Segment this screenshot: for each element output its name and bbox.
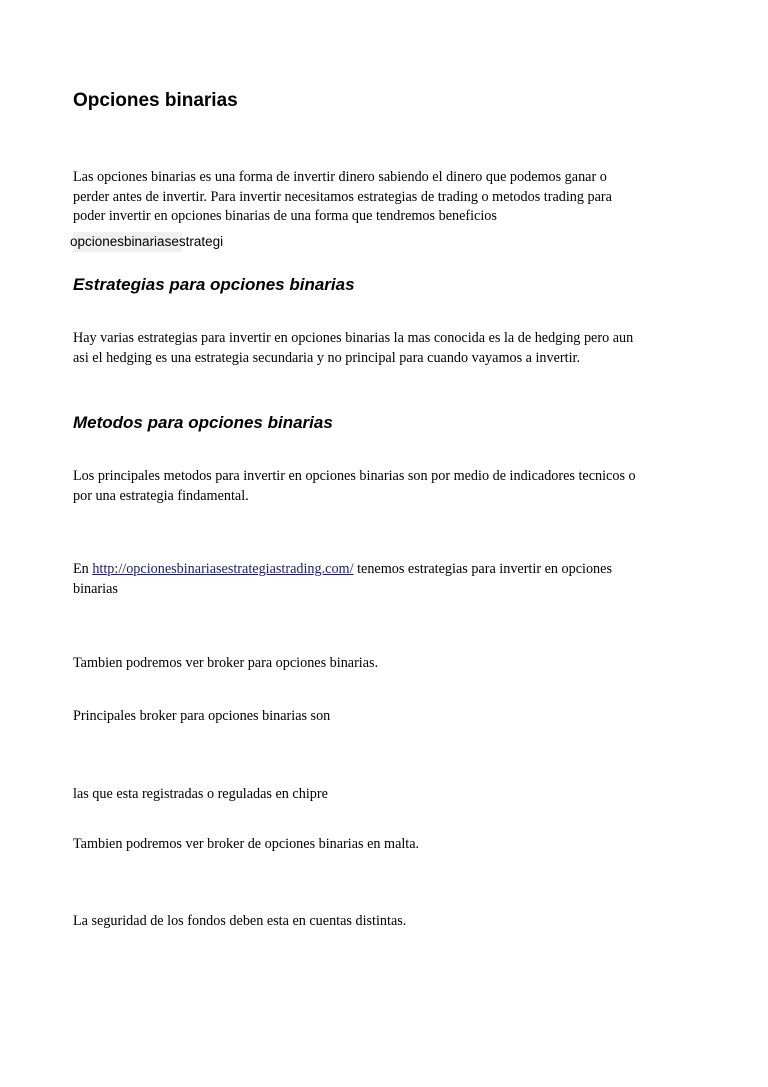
section-heading-metodos: Metodos para opciones binarias [73, 413, 333, 432]
paragraph-line: binarias [73, 580, 118, 597]
section-paragraph-estrategias [73, 329, 693, 368]
paragraph-line: Hay varias estrategias para invertir en opciones binarias la mas conocida es la de hedging pero aun [73, 330, 634, 346]
image-label: opcionesbinariasestrategi [70, 234, 224, 249]
link-paragraph [73, 560, 693, 599]
link-suffix: tenemos estrategias para invertir en opciones [353, 561, 612, 577]
broker-paragraph [73, 654, 693, 674]
seguridad-paragraph [73, 912, 693, 932]
intro-line: Las opciones binarias es una forma de invertir dinero sabiendo el dinero que podemos ganar o [73, 169, 607, 185]
paragraph-line: las que esta registradas o reguladas en chipre [73, 786, 328, 802]
section-paragraph-metodos [73, 467, 693, 506]
paragraph-line: La seguridad de los fondos deben esta en cuentas distintas. [73, 913, 407, 929]
paragraph-line: Los principales metodos para invertir en opciones binarias son por medio de indicadores tecnicos o [73, 468, 636, 484]
section-heading-estrategias: Estrategias para opciones binarias [73, 275, 355, 294]
paragraph-line: por una estrategia findamental. [73, 487, 249, 504]
paragraph-line [73, 560, 693, 580]
link-prefix: En [73, 561, 93, 577]
paragraph-line: asi el hedging es una estrategia secundaria y no principal para cuando vayamos a invertir. [73, 349, 581, 366]
principales-paragraph [73, 707, 693, 727]
intro-paragraph [73, 168, 693, 227]
image-placeholder [70, 232, 224, 252]
site-link[interactable]: http://opcionesbinariasestrategiastrading.com/ [92, 561, 354, 577]
intro-line: poder invertir en opciones binarias de una forma que tendremos beneficios [73, 208, 497, 224]
paragraph-line: Principales broker para opciones binarias son [73, 708, 331, 724]
malta-paragraph [73, 835, 693, 855]
paragraph-line: Tambien podremos ver broker para opciones binarias. [73, 655, 379, 671]
chipre-paragraph [73, 785, 693, 805]
page-title: Opciones binarias [73, 90, 238, 111]
intro-line: perder antes de invertir. Para invertir necesitamos estrategias de trading o metodos trading para [73, 188, 612, 205]
paragraph-line: Tambien podremos ver broker de opciones binarias en malta. [73, 836, 420, 852]
